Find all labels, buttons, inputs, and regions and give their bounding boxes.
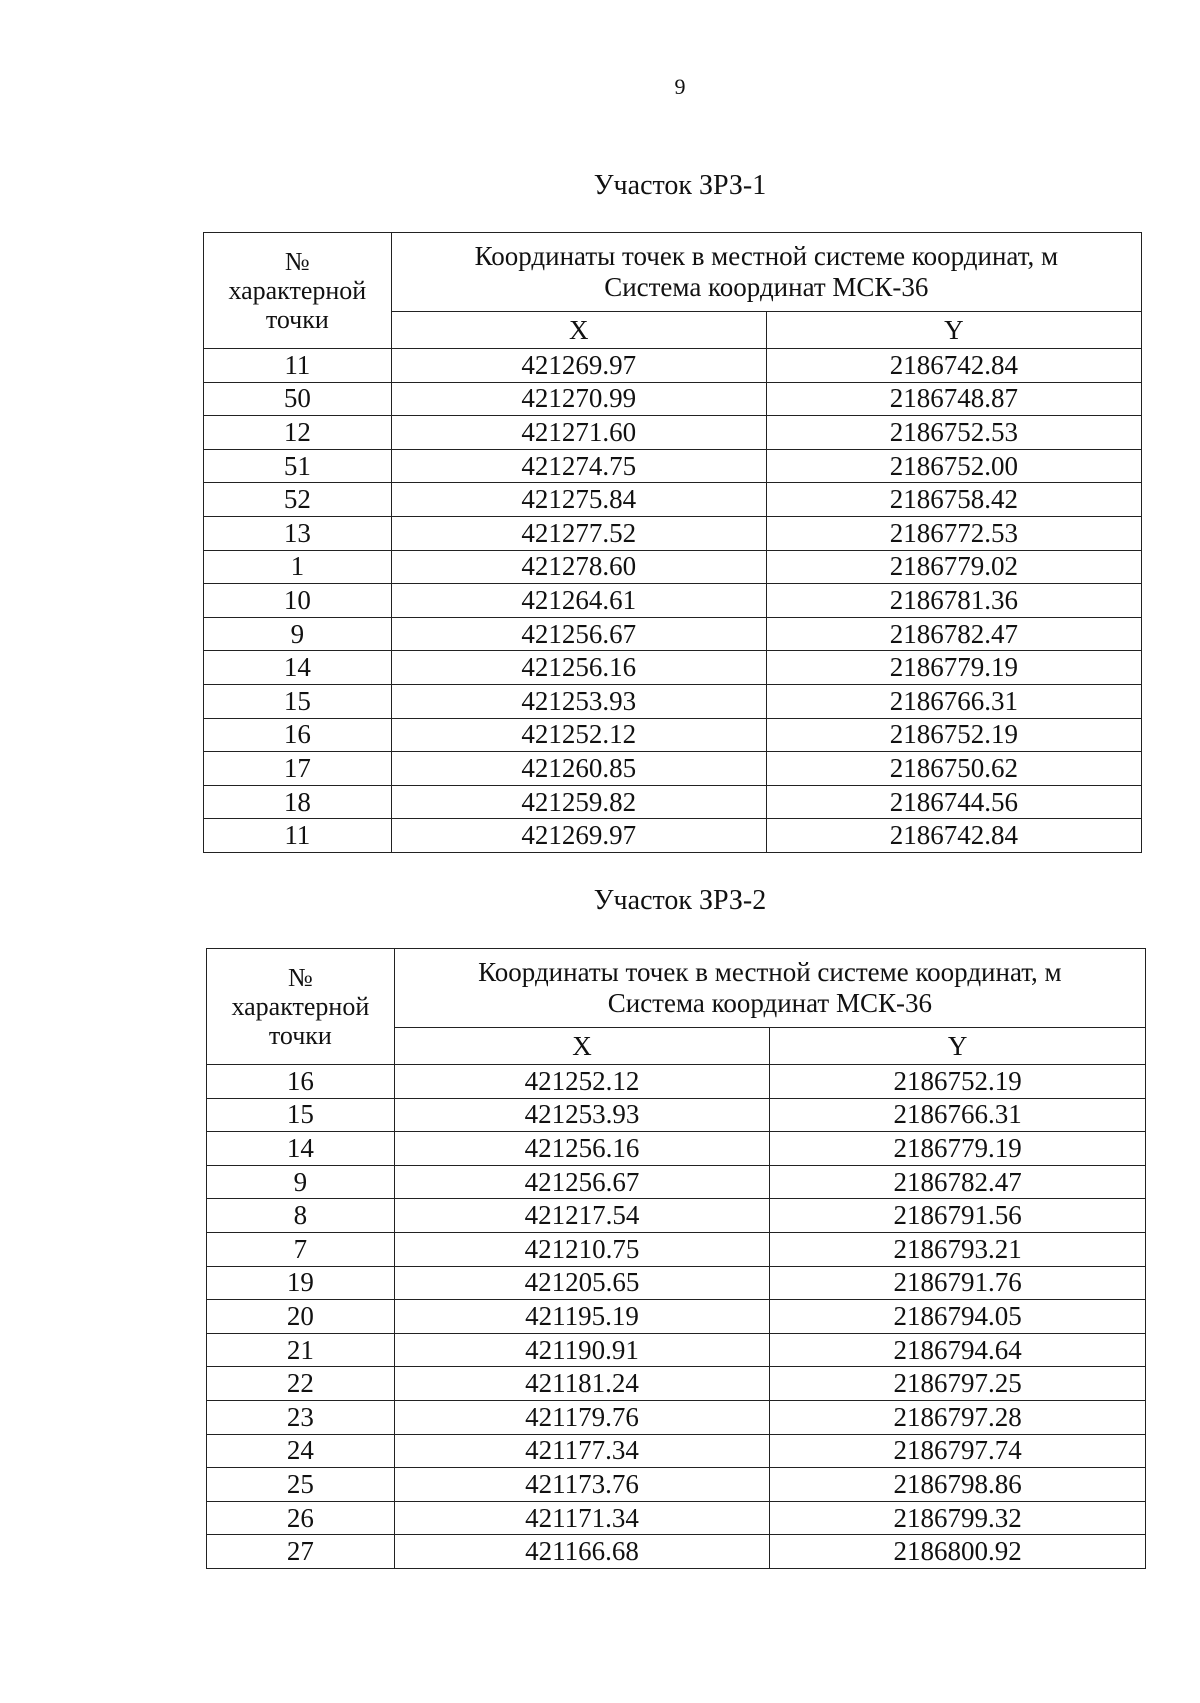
- point-number: 1: [204, 550, 392, 584]
- y-coordinate: 2186742.84: [766, 819, 1141, 853]
- coordinates-table-zrz-1: [203, 232, 1142, 853]
- y-coordinate: 2186797.25: [770, 1367, 1146, 1401]
- x-coordinate: 421259.82: [391, 785, 766, 819]
- x-coordinate: 421278.60: [391, 550, 766, 584]
- x-coordinate: 421277.52: [391, 516, 766, 550]
- table-row: [204, 718, 1142, 752]
- table-row: [207, 1300, 1146, 1334]
- x-coordinate: 421179.76: [394, 1400, 770, 1434]
- point-number: 26: [207, 1501, 395, 1535]
- x-coordinate: 421181.24: [394, 1367, 770, 1401]
- point-number: 14: [207, 1132, 395, 1166]
- y-coordinate: 2186750.62: [766, 752, 1141, 786]
- y-coordinate: 2186748.87: [766, 382, 1141, 416]
- y-coordinate: 2186800.92: [770, 1535, 1146, 1569]
- y-coordinate: 2186772.53: [766, 516, 1141, 550]
- table-row: [207, 1400, 1146, 1434]
- point-number: 10: [204, 584, 392, 618]
- table-row: [204, 684, 1142, 718]
- point-number: 25: [207, 1468, 395, 1502]
- y-coordinate: 2186799.32: [770, 1501, 1146, 1535]
- x-coordinate: 421171.34: [394, 1501, 770, 1535]
- point-number: 21: [207, 1333, 395, 1367]
- table-row: [204, 483, 1142, 517]
- point-number: 51: [204, 449, 392, 483]
- y-coordinate: 2186742.84: [766, 349, 1141, 383]
- point-number: 50: [204, 382, 392, 416]
- point-number: 9: [207, 1165, 395, 1199]
- y-coordinate: 2186797.28: [770, 1400, 1146, 1434]
- x-coordinate: 421252.12: [394, 1065, 770, 1099]
- y-coordinate: 2186794.05: [770, 1300, 1146, 1334]
- point-number: 17: [204, 752, 392, 786]
- point-number-header-line2: характерной: [228, 275, 367, 305]
- point-number-header: [204, 233, 392, 349]
- table-row: [207, 1535, 1146, 1569]
- y-coordinate: 2186779.19: [770, 1132, 1146, 1166]
- point-number: 19: [207, 1266, 395, 1300]
- point-number: 20: [207, 1300, 395, 1334]
- point-number: 13: [204, 516, 392, 550]
- y-column-header: Y: [766, 312, 1141, 349]
- x-coordinate: 421256.16: [394, 1132, 770, 1166]
- x-coordinate: 421256.67: [391, 617, 766, 651]
- table-row: [207, 1501, 1146, 1535]
- table-row: [204, 584, 1142, 618]
- table-row: [207, 1132, 1146, 1166]
- x-coordinate: 421275.84: [391, 483, 766, 517]
- y-coordinate: 2186766.31: [766, 684, 1141, 718]
- y-coordinate: 2186791.56: [770, 1199, 1146, 1233]
- x-coordinate: 421256.16: [391, 651, 766, 685]
- point-number: 11: [204, 349, 392, 383]
- point-number: 18: [204, 785, 392, 819]
- table-row: [207, 1199, 1146, 1233]
- x-coordinate: 421166.68: [394, 1535, 770, 1569]
- y-coordinate: 2186744.56: [766, 785, 1141, 819]
- y-coordinate: 2186781.36: [766, 584, 1141, 618]
- table-row: [204, 651, 1142, 685]
- y-coordinate: 2186758.42: [766, 483, 1141, 517]
- point-number-header-line3: точки: [265, 305, 329, 335]
- x-coordinate: 421264.61: [391, 584, 766, 618]
- x-column-header: X: [394, 1028, 770, 1065]
- x-coordinate: 421205.65: [394, 1266, 770, 1300]
- table-row: [207, 1098, 1146, 1132]
- table-row: [204, 382, 1142, 416]
- point-number: 15: [207, 1098, 395, 1132]
- y-column-header: Y: [770, 1028, 1146, 1065]
- table-row: [204, 416, 1142, 450]
- point-number: 27: [207, 1535, 395, 1569]
- coordinates-header-line1: Координаты точек в местной системе координат, м: [474, 240, 1059, 271]
- x-coordinate: 421270.99: [391, 382, 766, 416]
- y-coordinate: 2186752.19: [766, 718, 1141, 752]
- x-column-header: X: [391, 312, 766, 349]
- table-row: [204, 617, 1142, 651]
- point-number: 15: [204, 684, 392, 718]
- point-number-header-line1: №: [287, 962, 313, 992]
- y-coordinate: 2186779.19: [766, 651, 1141, 685]
- coordinates-table-zrz-2: [206, 948, 1146, 1569]
- table-row: [207, 1434, 1146, 1468]
- table-row: [207, 1065, 1146, 1099]
- point-number-header-line2: характерной: [231, 991, 370, 1021]
- x-coordinate: 421269.97: [391, 349, 766, 383]
- x-coordinate: 421253.93: [394, 1098, 770, 1132]
- y-coordinate: 2186791.76: [770, 1266, 1146, 1300]
- point-number-header: [207, 949, 395, 1065]
- x-coordinate: 421210.75: [394, 1232, 770, 1266]
- point-number: 24: [207, 1434, 395, 1468]
- table-row: [204, 349, 1142, 383]
- y-coordinate: 2186766.31: [770, 1098, 1146, 1132]
- x-coordinate: 421173.76: [394, 1468, 770, 1502]
- point-number: 52: [204, 483, 392, 517]
- y-coordinate: 2186752.00: [766, 449, 1141, 483]
- x-coordinate: 421260.85: [391, 752, 766, 786]
- y-coordinate: 2186798.86: [770, 1468, 1146, 1502]
- y-coordinate: 2186782.47: [770, 1165, 1146, 1199]
- x-coordinate: 421177.34: [394, 1434, 770, 1468]
- y-coordinate: 2186779.02: [766, 550, 1141, 584]
- table-row: [207, 1367, 1146, 1401]
- x-coordinate: 421195.19: [394, 1300, 770, 1334]
- y-coordinate: 2186782.47: [766, 617, 1141, 651]
- table-row: [204, 449, 1142, 483]
- point-number: 8: [207, 1199, 395, 1233]
- x-coordinate: 421190.91: [394, 1333, 770, 1367]
- y-coordinate: 2186794.64: [770, 1333, 1146, 1367]
- coordinates-header-line1: Координаты точек в местной системе координат, м: [478, 956, 1062, 987]
- page-number: 9: [674, 74, 686, 99]
- table-row: [207, 1232, 1146, 1266]
- point-number: 12: [204, 416, 392, 450]
- table-row: [204, 550, 1142, 584]
- x-coordinate: 421271.60: [391, 416, 766, 450]
- coordinates-header: [394, 949, 1145, 1028]
- table-row: [207, 1333, 1146, 1367]
- table-row: [204, 752, 1142, 786]
- x-coordinate: 421274.75: [391, 449, 766, 483]
- table-row: [207, 1266, 1146, 1300]
- point-number: 16: [207, 1065, 395, 1099]
- point-number-header-line1: №: [284, 246, 310, 276]
- section-title-zrz-2: Участок ЗРЗ-2: [593, 885, 767, 916]
- point-number: 16: [204, 718, 392, 752]
- y-coordinate: 2186797.74: [770, 1434, 1146, 1468]
- y-coordinate: 2186752.19: [770, 1065, 1146, 1099]
- point-number: 23: [207, 1400, 395, 1434]
- point-number: 11: [204, 819, 392, 853]
- coordinates-header-line2: Система координат МСК-36: [604, 272, 929, 302]
- table-row: [204, 516, 1142, 550]
- point-number: 22: [207, 1367, 395, 1401]
- y-coordinate: 2186752.53: [766, 416, 1141, 450]
- point-number: 9: [204, 617, 392, 651]
- table-row: [204, 819, 1142, 853]
- x-coordinate: 421256.67: [394, 1165, 770, 1199]
- x-coordinate: 421252.12: [391, 718, 766, 752]
- point-number: 7: [207, 1232, 395, 1266]
- coordinates-header-line2: Система координат МСК-36: [607, 988, 932, 1018]
- x-coordinate: 421253.93: [391, 684, 766, 718]
- table-row: [207, 1165, 1146, 1199]
- coordinates-header: [391, 233, 1141, 312]
- point-number-header-line3: точки: [268, 1021, 332, 1051]
- table-row: [207, 1468, 1146, 1502]
- section-title-zrz-1: Участок ЗРЗ-1: [593, 170, 767, 201]
- x-coordinate: 421217.54: [394, 1199, 770, 1233]
- point-number: 14: [204, 651, 392, 685]
- table-row: [204, 785, 1142, 819]
- y-coordinate: 2186793.21: [770, 1232, 1146, 1266]
- x-coordinate: 421269.97: [391, 819, 766, 853]
